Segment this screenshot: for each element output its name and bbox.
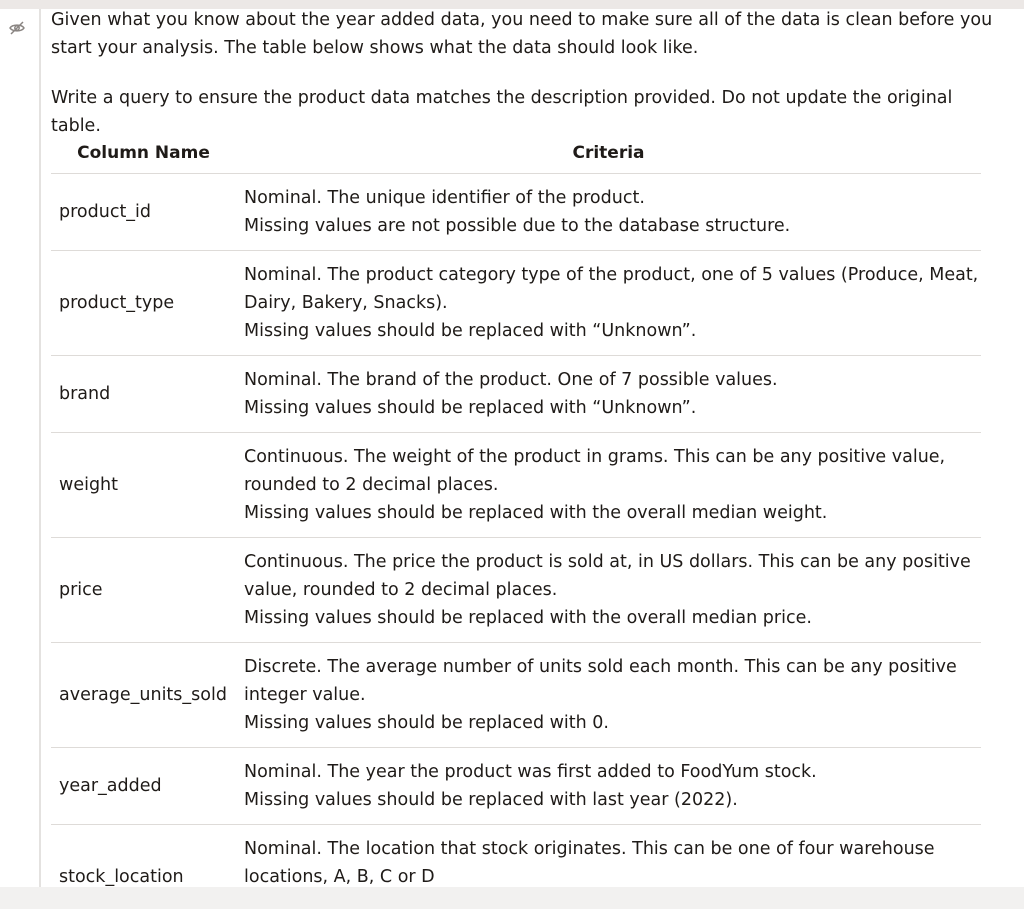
column-name-cell: stock_location <box>51 825 236 909</box>
criteria-line: Nominal. The product category type of the product, one of 5 values (Produce, Meat, <box>244 265 979 285</box>
column-name-cell: product_id <box>51 174 236 251</box>
table-row <box>51 433 981 538</box>
criteria-line: Nominal. The location that stock originates. This can be one of four warehouse <box>244 839 935 859</box>
criteria-line: Missing values should be replaced with “Unknown”. <box>244 398 697 418</box>
criteria-line: Dairy, Bakery, Snacks). <box>244 293 448 313</box>
table-row <box>51 538 981 643</box>
column-name-cell: weight <box>51 433 236 538</box>
criteria-line: Missing values should be replaced with 0. <box>244 713 609 733</box>
bottom-strip <box>0 887 1024 909</box>
criteria-line: Continuous. The weight of the product in grams. This can be any positive value, <box>244 447 946 467</box>
table-row <box>51 356 981 433</box>
eye-slash-icon[interactable] <box>8 19 26 37</box>
criteria-line: value, rounded to 2 decimal places. <box>244 580 558 600</box>
criteria-line: integer value. <box>244 685 366 705</box>
criteria-line: rounded to 2 decimal places. <box>244 475 499 495</box>
table-header-row <box>51 133 981 174</box>
criteria-line: Missing values should be replaced with last year (2022). <box>244 790 738 810</box>
criteria-line: locations, A, B, C or D <box>244 867 435 887</box>
gutter-divider <box>39 9 41 887</box>
criteria-line: Missing values should be replaced with the overall median weight. <box>244 503 828 523</box>
intro-line-2: start your analysis. The table below shows what the data should look like. <box>51 38 699 58</box>
criteria-line: Nominal. The brand of the product. One of 7 possible values. <box>244 370 778 390</box>
table-row <box>51 174 981 251</box>
criteria-line: Missing values are not possible due to the database structure. <box>244 216 791 236</box>
criteria-table <box>51 133 981 909</box>
criteria-cell <box>236 251 981 356</box>
criteria-line: Continuous. The price the product is sold at, in US dollars. This can be any positive <box>244 552 971 572</box>
criteria-line: Missing values should be replaced with the overall median price. <box>244 608 812 628</box>
column-name-cell: year_added <box>51 748 236 825</box>
column-name-cell: average_units_sold <box>51 643 236 748</box>
criteria-cell <box>236 356 981 433</box>
instruction-paragraph: Write a query to ensure the product data matches the description provided. Do not update the original table. <box>51 88 953 136</box>
intro-line-1: Given what you know about the year added data, you need to make sure all of the data is clean before you <box>51 10 993 30</box>
criteria-line: Discrete. The average number of units sold each month. This can be any positive <box>244 657 957 677</box>
column-name-cell: product_type <box>51 251 236 356</box>
criteria-line: Nominal. The unique identifier of the product. <box>244 188 645 208</box>
criteria-cell <box>236 643 981 748</box>
criteria-cell <box>236 174 981 251</box>
left-gutter <box>0 9 39 887</box>
cell-content <box>51 6 1006 140</box>
column-name-cell: price <box>51 538 236 643</box>
criteria-line: Nominal. The year the product was first added to FoodYum stock. <box>244 762 817 782</box>
table-row <box>51 643 981 748</box>
criteria-cell <box>236 748 981 825</box>
criteria-cell <box>236 538 981 643</box>
column-name-cell: brand <box>51 356 236 433</box>
column-name-header: Column Name <box>51 133 236 174</box>
criteria-header: Criteria <box>236 133 981 174</box>
criteria-line: Missing values should be replaced with “Unknown”. <box>244 321 697 341</box>
table-body <box>51 174 981 909</box>
intro-paragraph <box>51 6 1006 62</box>
table-row <box>51 748 981 825</box>
table-row <box>51 251 981 356</box>
criteria-cell <box>236 433 981 538</box>
